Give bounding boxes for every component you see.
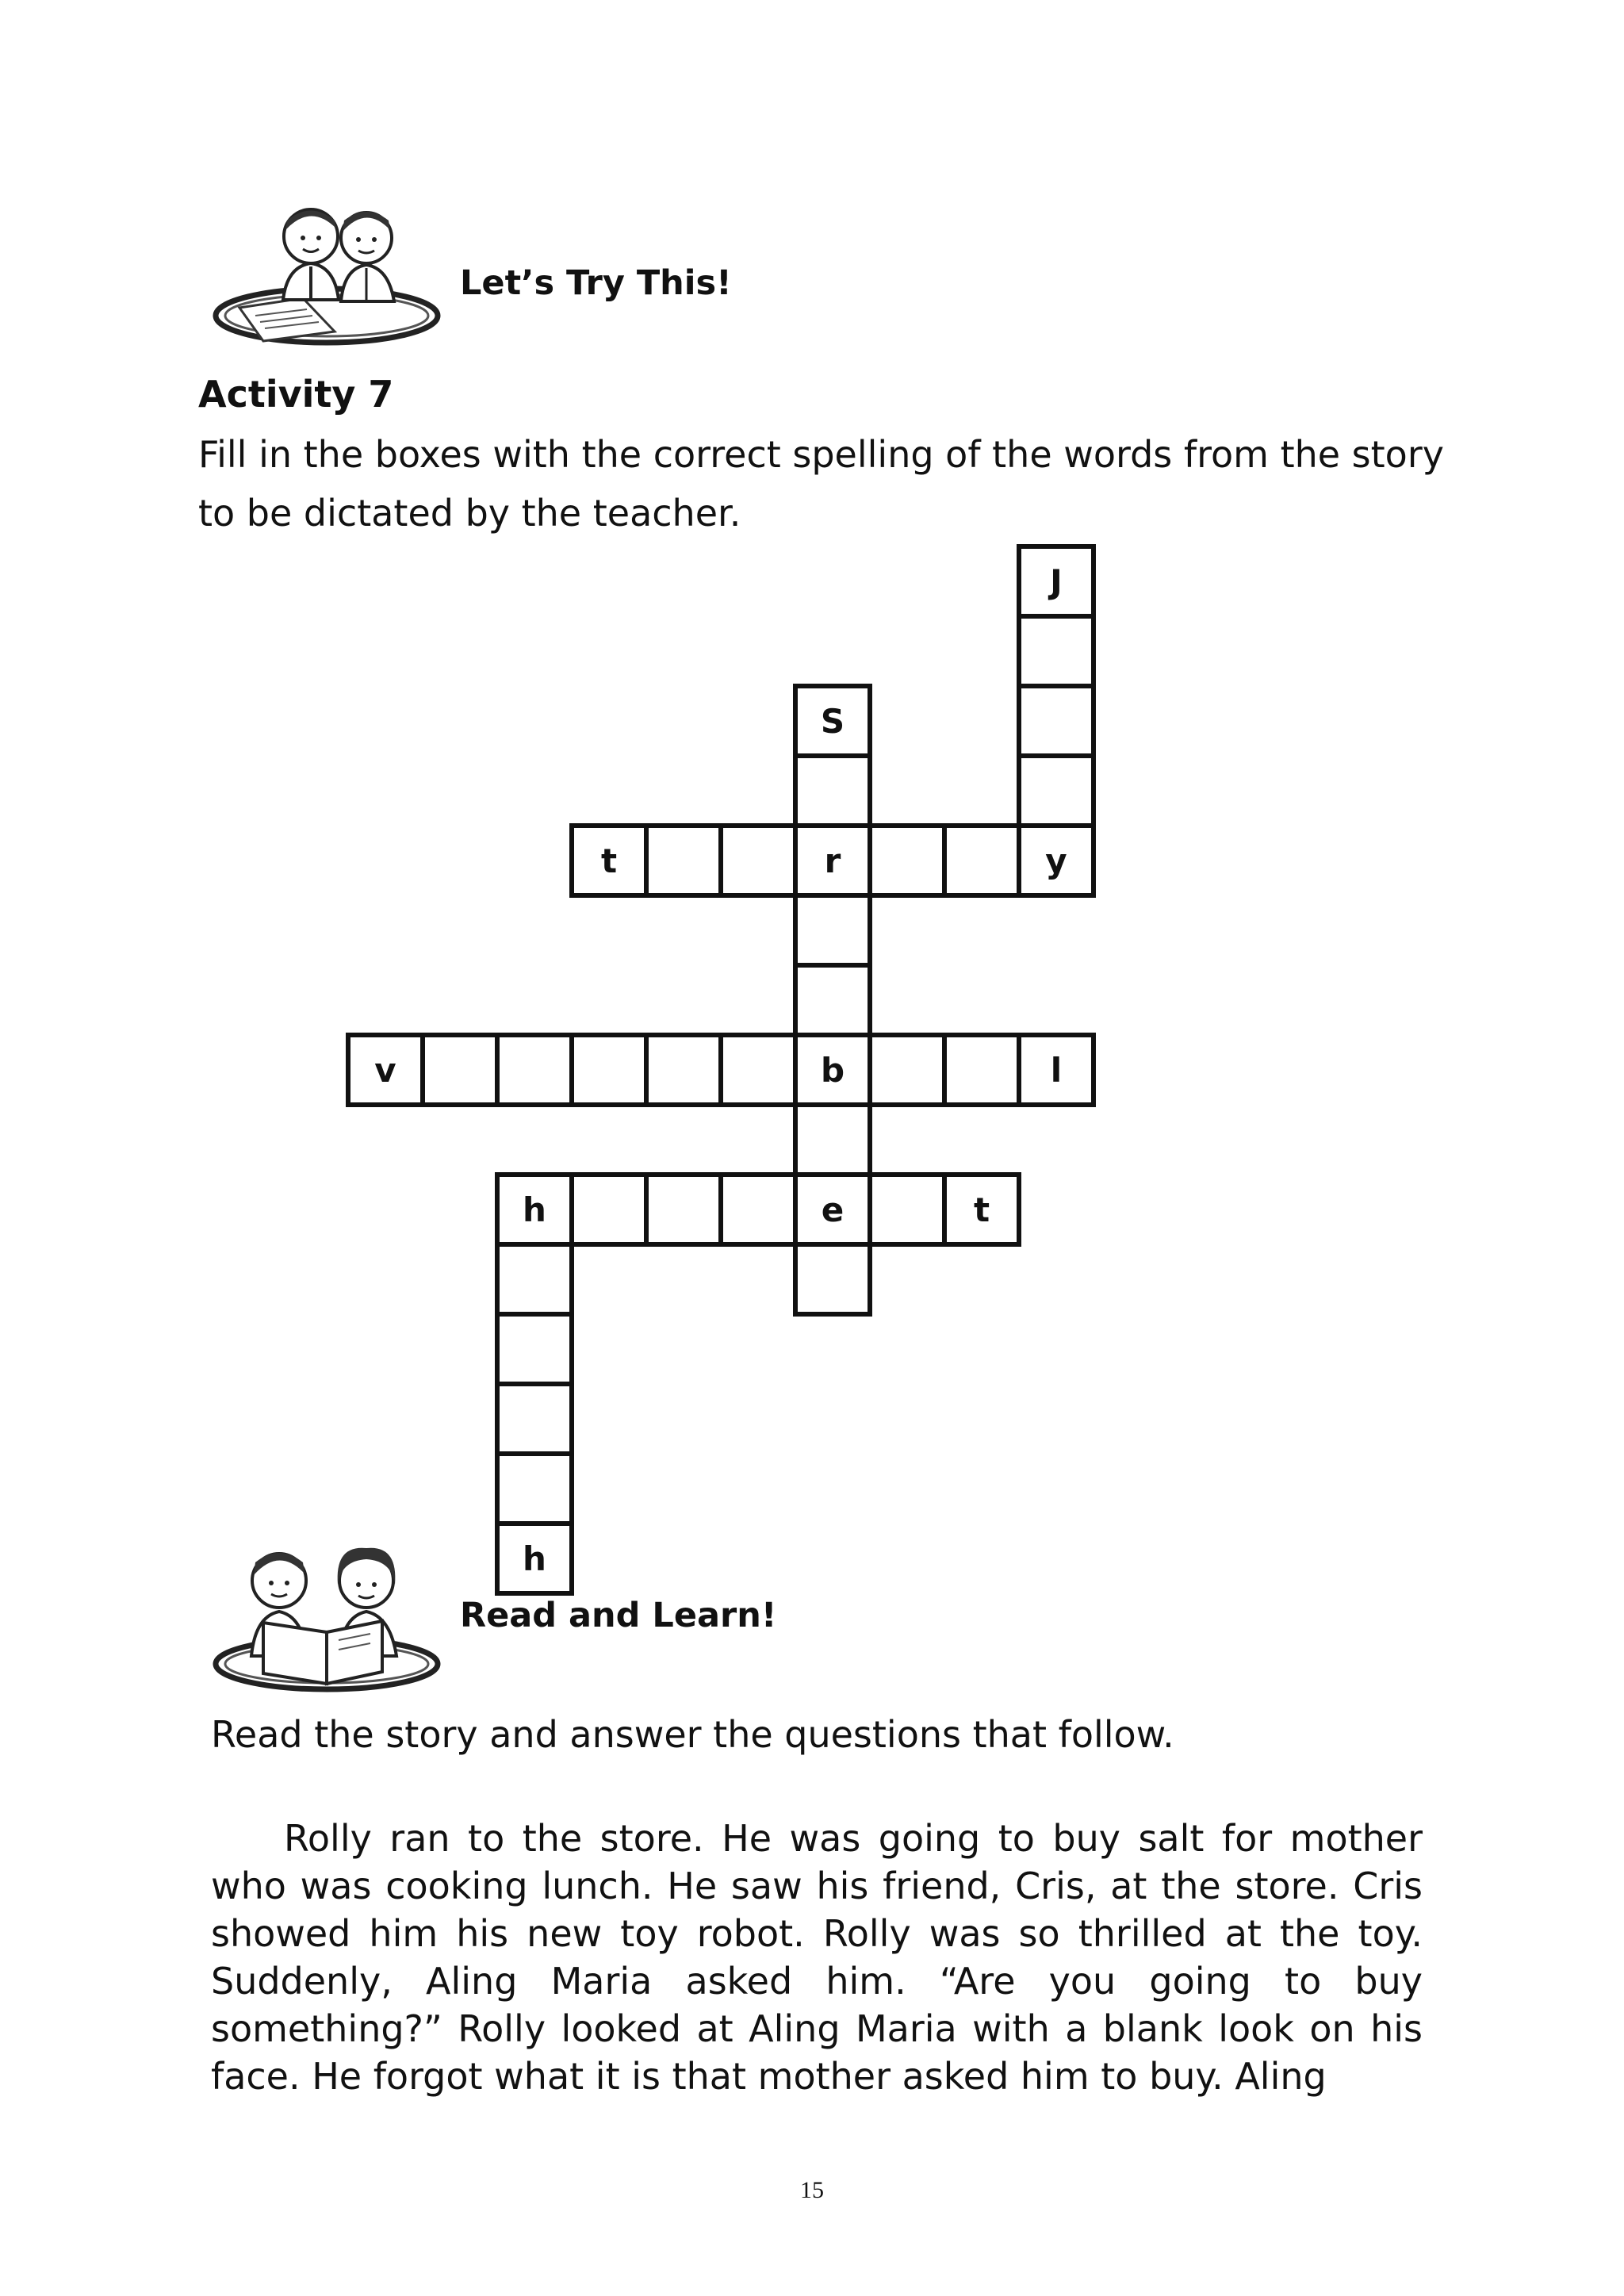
crossword-cell[interactable]: t bbox=[942, 1172, 1021, 1247]
crossword-cell[interactable] bbox=[495, 1033, 574, 1107]
crossword-cell[interactable] bbox=[718, 823, 798, 898]
crossword-cell[interactable]: t bbox=[569, 823, 649, 898]
crossword-cell[interactable]: b bbox=[793, 1033, 872, 1107]
children-writing-icon bbox=[208, 197, 446, 347]
crossword-cell[interactable] bbox=[718, 1033, 798, 1107]
crossword-cell[interactable] bbox=[793, 1242, 872, 1317]
crossword-cell[interactable]: v bbox=[346, 1033, 425, 1107]
children-reading-icon bbox=[208, 1537, 446, 1696]
crossword-cell[interactable] bbox=[793, 963, 872, 1037]
crossword-cell[interactable] bbox=[644, 1172, 723, 1247]
section-heading-lets-try-this: Let’s Try This! bbox=[460, 263, 732, 303]
crossword-cell[interactable] bbox=[495, 1451, 574, 1526]
crossword-cell[interactable] bbox=[569, 1033, 649, 1107]
activity-instructions-line-2: to be dictated by the teacher. bbox=[198, 492, 741, 535]
crossword-cell[interactable] bbox=[793, 1102, 872, 1177]
crossword-cell[interactable] bbox=[495, 1312, 574, 1386]
page-number: 15 bbox=[800, 2177, 824, 2203]
crossword-cell[interactable]: r bbox=[793, 823, 872, 898]
crossword-cell[interactable]: h bbox=[495, 1172, 574, 1247]
crossword-cell[interactable] bbox=[793, 893, 872, 968]
crossword-cell[interactable] bbox=[868, 1033, 947, 1107]
crossword-cell[interactable] bbox=[644, 823, 723, 898]
crossword-cell[interactable] bbox=[569, 1172, 649, 1247]
crossword-cell[interactable] bbox=[942, 823, 1021, 898]
crossword-cell[interactable]: J bbox=[1017, 544, 1096, 619]
crossword-cell[interactable] bbox=[942, 1033, 1021, 1107]
crossword-cell[interactable] bbox=[1017, 614, 1096, 688]
crossword-cell[interactable]: S bbox=[793, 684, 872, 758]
crossword-cell[interactable] bbox=[495, 1242, 574, 1317]
crossword-cell[interactable] bbox=[1017, 753, 1096, 828]
crossword-cell[interactable] bbox=[868, 823, 947, 898]
crossword-cell[interactable] bbox=[868, 1172, 947, 1247]
section-heading-read-and-learn: Read and Learn! bbox=[460, 1596, 777, 1635]
activity-title: Activity 7 bbox=[198, 373, 394, 416]
crossword-cell[interactable]: y bbox=[1017, 823, 1096, 898]
crossword-cell[interactable]: e bbox=[793, 1172, 872, 1247]
reading-instruction: Read the story and answer the questions that follow. bbox=[211, 1713, 1174, 1756]
crossword-cell[interactable]: l bbox=[1017, 1033, 1096, 1107]
crossword-cell[interactable] bbox=[718, 1172, 798, 1247]
crossword-cell[interactable] bbox=[495, 1382, 574, 1456]
crossword-cell[interactable] bbox=[644, 1033, 723, 1107]
crossword-cell[interactable] bbox=[793, 753, 872, 828]
crossword-cell[interactable] bbox=[420, 1033, 500, 1107]
crossword-cell[interactable]: h bbox=[495, 1521, 574, 1596]
activity-instructions-line-1: Fill in the boxes with the correct spelling of the words from the story bbox=[198, 433, 1444, 476]
story-paragraph: Rolly ran to the store. He was going to buy salt for mother who was cooking lunch. He saw his friend, Cris, at the store. Cris showed him his new toy robot. Rolly was so thrilled at the toy. Suddenly, Aling Maria asked him. “Are you going to buy something?” Rolly looked at Aling Maria with a blank look on his face. He forgot what it is that mother asked him to buy. Aling bbox=[211, 1817, 1423, 2098]
crossword-cell[interactable] bbox=[1017, 684, 1096, 758]
